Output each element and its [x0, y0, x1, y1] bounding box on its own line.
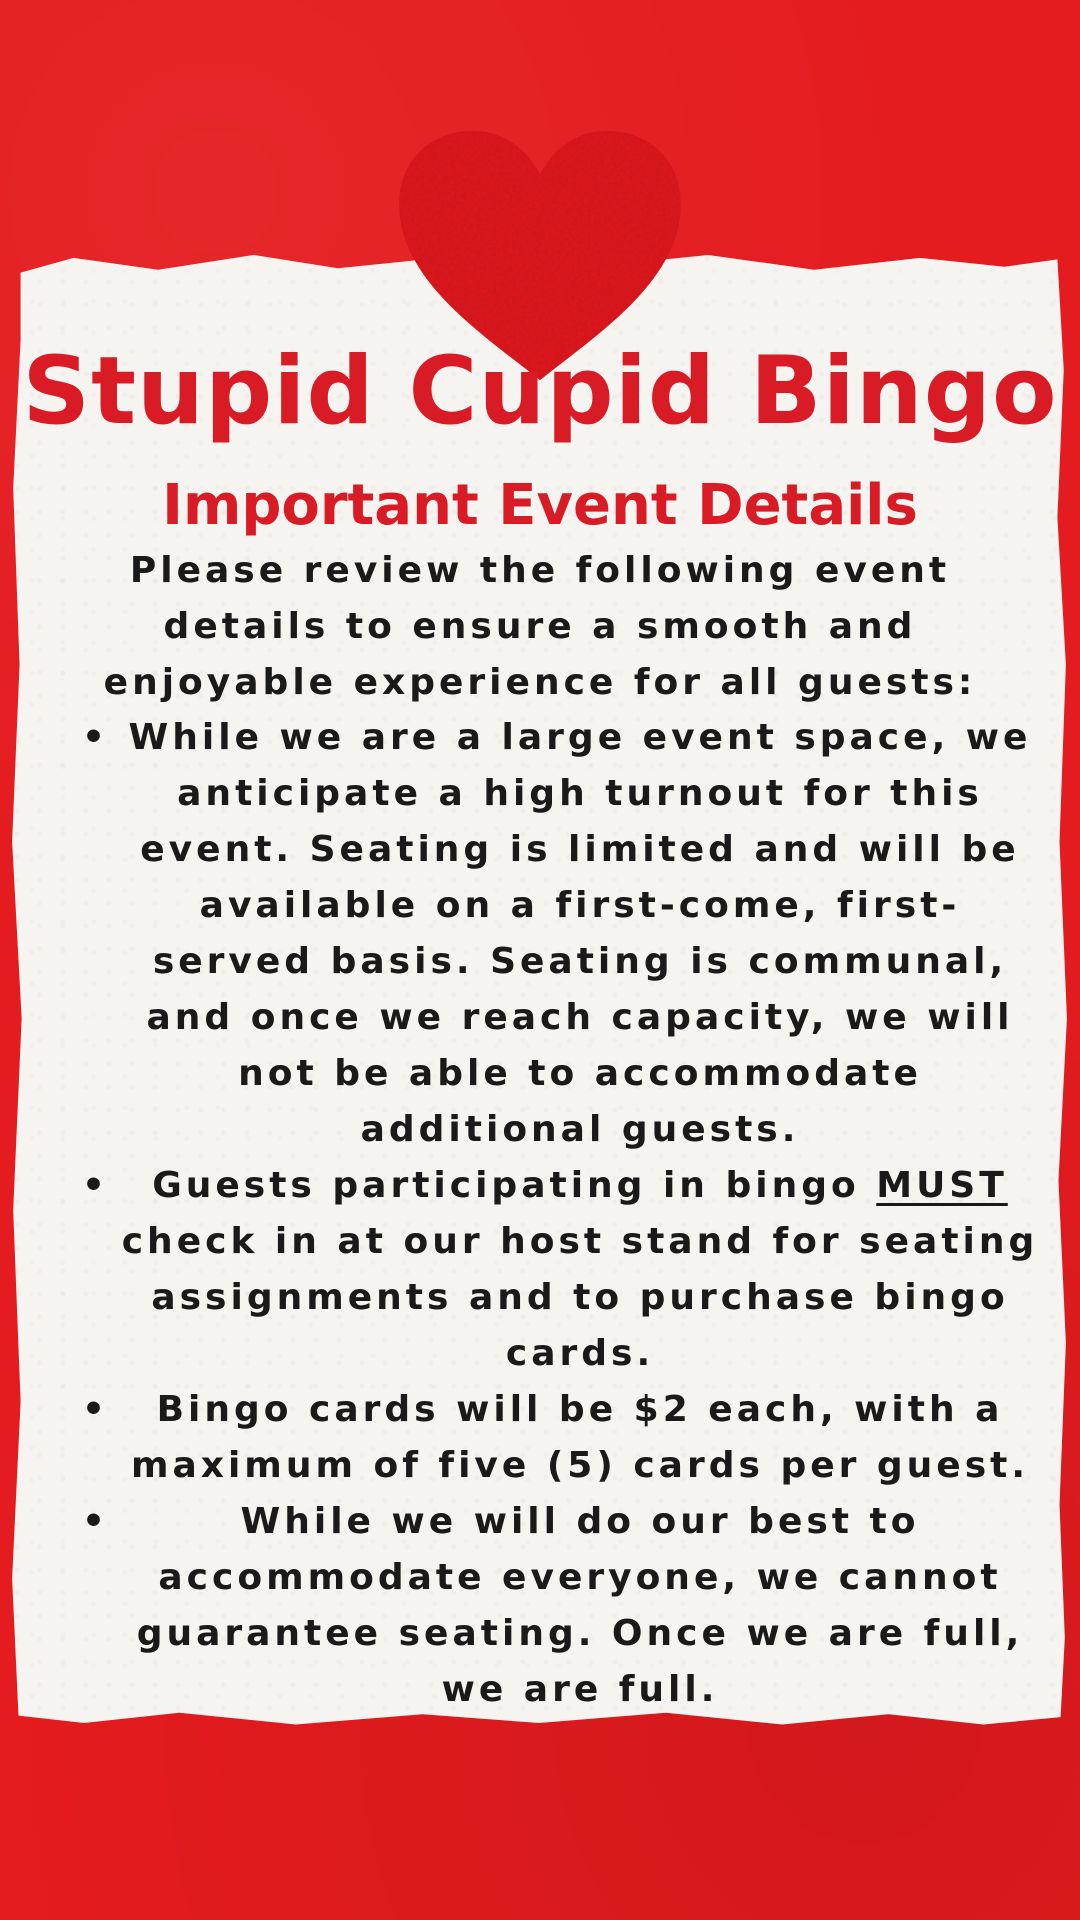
- list-item-text-before: Guests participating in bingo: [152, 1165, 877, 1206]
- list-item-text: While we are a large event space, we anticipate a high turnout for this event. Seating is limited and will be available on a first-come, first-served basis. Seating is communal, and once we reach capacity, we will not be able to accommodate additional guests.: [128, 717, 1032, 1150]
- must-emphasis: MUST: [876, 1165, 1008, 1206]
- list-item-text-after: check in at our host stand for seating assignments and to purchase bingo cards.: [121, 1221, 1039, 1374]
- page-title: Stupid Cupid Bingo: [22, 337, 1058, 446]
- details-list: [80, 710, 1040, 1718]
- list-item-text: Bingo cards will be $2 each, with a maximum of five (5) cards per guest.: [130, 1389, 1030, 1486]
- intro-paragraph: Please review the following event details to ensure a smooth and enjoyable experience for all guests:: [103, 550, 977, 703]
- page-subtitle: Important Event Details: [162, 473, 918, 538]
- bullet-dot: •: [82, 1501, 110, 1542]
- list-item: [80, 1494, 1040, 1718]
- list-item: [80, 1382, 1040, 1494]
- bullet-dot: •: [82, 717, 110, 758]
- list-item: [80, 1158, 1040, 1382]
- bullet-dot: •: [82, 1165, 110, 1206]
- list-item: [80, 710, 1040, 1158]
- bullet-dot: •: [82, 1389, 110, 1430]
- list-item-text: While we will do our best to accommodate everyone, we cannot guarantee seating. Once we are full, we are full.: [136, 1501, 1024, 1710]
